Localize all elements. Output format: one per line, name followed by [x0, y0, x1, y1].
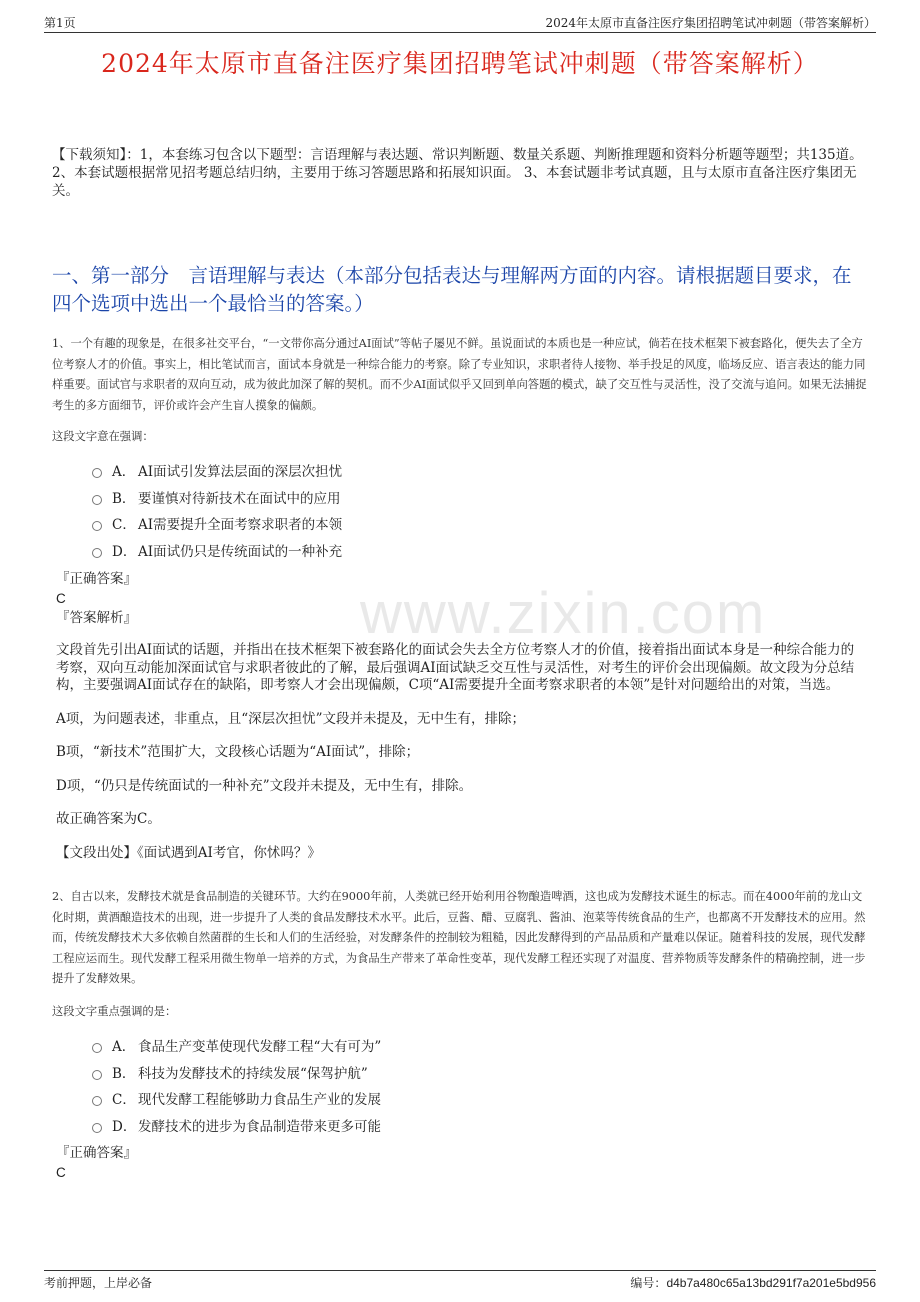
option-b[interactable]: [92, 1059, 381, 1086]
radio-icon[interactable]: [92, 548, 102, 558]
option-key: B．: [112, 1065, 136, 1082]
section-heading: 一、第一部分 言语理解与表达（本部分包括表达与理解两方面的内容。请根据题目要求，在四个选项中选出一个最恰当的答案。）: [52, 264, 852, 315]
answer-value: C: [56, 1165, 66, 1180]
analysis-paragraph: 故正确答案为C。: [56, 811, 161, 827]
footer-slogan: 考前押题，上岸必备: [44, 1276, 153, 1290]
option-text: 现代发酵工程能够助力食品生产业的发展: [138, 1092, 381, 1109]
radio-icon[interactable]: [92, 1123, 102, 1133]
option-d[interactable]: [92, 1112, 381, 1139]
option-key: A．: [112, 1039, 136, 1056]
option-a[interactable]: [92, 457, 342, 484]
option-text: 科技为发酵技术的持续发展“保驾护航”: [138, 1065, 368, 1082]
code-value: d4b7a480c65a13bd291f7a201e5bd956: [666, 1276, 876, 1290]
option-text: AI面试仍只是传统面试的一种补充: [138, 543, 343, 560]
option-key: C．: [112, 517, 136, 534]
option-key: B．: [112, 490, 136, 507]
option-key: A．: [112, 464, 136, 481]
answer-label: 『正确答案』: [56, 1145, 137, 1161]
analysis-label: 『答案解析』: [56, 610, 137, 626]
option-key: C．: [112, 1092, 136, 1109]
analysis-paragraph: 文段首先引出AI面试的话题，并指出在技术框架下被套路化的面试会失去全方位考察人才的价值，接着指出面试本身是一种综合能力的考察，双向互动能加深面试官与求职者彼此的了解，最后强调AI面试缺乏交互性与灵活性，对考生的评价会出现偏颇。故文段为分总结构，主要强调AI面试存在的缺陷，即考察人才会出现偏颇，C项“AI需要提升全面考察求职者的本领”是针对问题给出的对策，当选。: [56, 642, 855, 693]
option-text: 要谨慎对待新技术在面试中的应用: [138, 490, 341, 507]
download-notice: 【下载须知】：1，本套练习包含以下题型：言语理解与表达题、常识判断题、数量关系题、判断推理题和资料分析题等题型；共135道。 2、本套试题根据常见招考题总结归纳，主要用于练习答题思路和拓展知识面。 3、本套试题非考试真题，且与太原市直备注医疗集团无关。: [52, 147, 863, 199]
question-1-text: 1、一个有趣的现象是，在很多社交平台，“一文带你高分通过AI面试”等帖子屡见不鲜。虽说面试的本质也是一种应试，倘若在技术框架下被套路化，便失去了全方位考察人才的价值。事实上，相比笔试而言，面试本身就是一种综合能力的考察。除了专业知识，求职者待人接物、举手投足的风度，临场反应、语言表达的能力同样重要。面试官与求职者的双向互动，成为彼此加深了解的契机。而不少AI面试似乎又回到单向答题的模式，缺了交互性与灵活性，没了交流与追问。如果无法捕捉考生的多方面细节，评价或许会产生盲人摸象的偏颇。: [52, 337, 867, 412]
answer-value: C: [56, 591, 66, 606]
page-header: [44, 12, 876, 33]
radio-icon[interactable]: [92, 495, 102, 505]
option-text: 发酵技术的进步为食品制造带来更多可能: [138, 1118, 381, 1135]
question-1-prompt: 这段文字意在强调：: [52, 430, 154, 443]
radio-icon[interactable]: [92, 1070, 102, 1080]
option-c[interactable]: [92, 1085, 381, 1112]
question-2-options: [92, 1032, 381, 1138]
analysis-paragraph: B项，“新技术”范围扩大，文段核心话题为“AI面试”，排除；: [56, 744, 420, 760]
option-text: AI需要提升全面考察求职者的本领: [138, 517, 343, 534]
option-text: 食品生产变革使现代发酵工程“大有可为”: [138, 1039, 382, 1056]
page-number: 第1页: [44, 16, 76, 30]
radio-icon[interactable]: [92, 1096, 102, 1106]
header-doc-title: 2024年太原市直备注医疗集团招聘笔试冲刺题（带答案解析）: [545, 16, 876, 30]
document-code: [630, 1274, 876, 1291]
answer-label: 『正确答案』: [56, 571, 137, 587]
option-key: D．: [112, 543, 137, 560]
option-b[interactable]: [92, 484, 342, 511]
option-c[interactable]: [92, 510, 342, 537]
analysis-paragraph: D项，“仍只是传统面试的一种补充”文段并未提及，无中生有，排除。: [56, 777, 473, 794]
document-title: 2024年太原市直备注医疗集团招聘笔试冲刺题（带答案解析）: [101, 49, 819, 78]
option-a[interactable]: [92, 1032, 381, 1059]
analysis-paragraph: A项，为问题表述，非重点，且“深层次担忧”文段并未提及，无中生有，排除；: [56, 710, 526, 727]
watermark: www.zixin.com: [360, 581, 767, 646]
option-key: D．: [112, 1118, 137, 1135]
question-2-prompt: 这段文字重点强调的是：: [52, 1005, 177, 1018]
analysis-body: [56, 642, 866, 878]
radio-icon[interactable]: [92, 468, 102, 478]
code-label: 编号：: [630, 1276, 667, 1290]
radio-icon[interactable]: [92, 1043, 102, 1053]
question-2-text: 2、自古以来，发酵技术就是食品制造的关键环节。大约在9000年前，人类就已经开始利用谷物酿造啤酒，这也成为发酵技术诞生的标志。而在4000年前的龙山文化时期，黄酒酿造技术的出现，进一步提升了人类的食品发酵技术水平。此后，豆酱、醋、豆腐乳、酱油、泡菜等传统食品的生产，也都离不开发酵技术的应用。然而，传统发酵技术大多依赖自然菌群的生长和人们的生活经验，对发酵条件的控制较为粗糙，因此发酵得到的产品品质和产量难以保证。随着科技的发展，现代发酵工程应运而生。现代发酵工程采用微生物单一培养的方式，为食品生产带来了革命性变革，现代发酵工程还实现了对温度、营养物质等发酵条件的精确控制，进一步提升了发酵效果。: [52, 890, 866, 985]
radio-icon[interactable]: [92, 521, 102, 531]
option-d[interactable]: [92, 537, 342, 564]
page-footer: [44, 1270, 876, 1290]
source-citation: 【文段出处】《面试遇到AI考官，你怵吗？》: [56, 844, 321, 861]
question-1-options: [92, 457, 342, 563]
option-text: AI面试引发算法层面的深层次担忧: [138, 464, 343, 481]
